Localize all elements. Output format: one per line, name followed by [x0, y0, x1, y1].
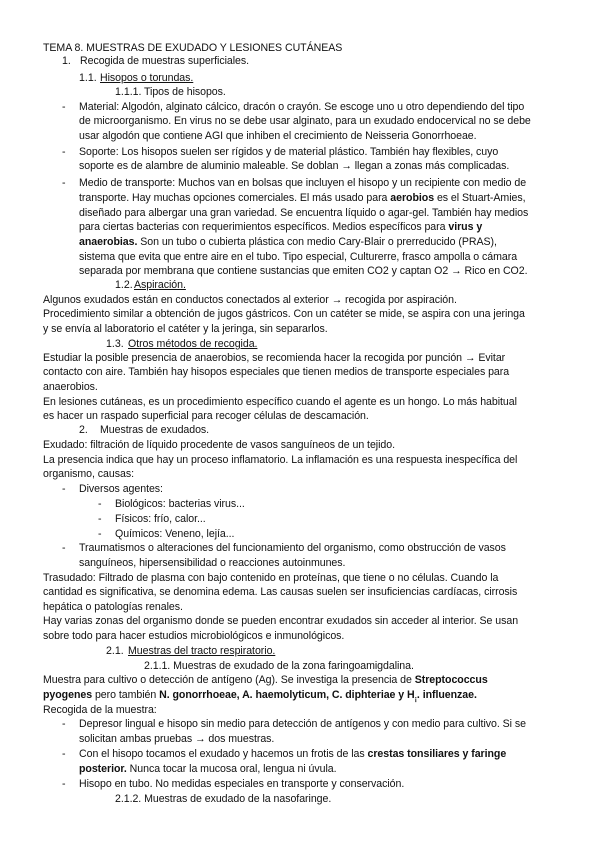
paragraph-line: Soporte: Los hisopos suelen ser rígidos y de material plástico. También hay flexibles, cuyo: [79, 146, 499, 158]
section-number: 1.: [62, 55, 71, 67]
bold-text: Streptococcus: [414, 674, 488, 686]
list-bullet: -: [62, 483, 66, 495]
paragraph-line: Material: Algodón, alginato cálcico, dracón o crayón. Se escoge uno u otro dependiendo del tipo: [79, 101, 525, 113]
list-bullet: -: [62, 748, 66, 760]
paragraph-line: diseñado para albergar una gran variedad. Se encuentra líquido o agar-gel. También hay medios: [79, 207, 529, 219]
subsubsection-heading: 2.1.1. Muestras de exudado de la zona faringoamigdalina.: [144, 660, 414, 672]
text-run: para ciertas bacterias con requerimientos específicos. Medios específicos para: [79, 221, 449, 233]
list-bullet: -: [98, 528, 102, 540]
text-run: Nunca tocar la mucosa oral, lengua ni úvula.: [126, 763, 337, 775]
list-bullet: -: [62, 146, 66, 158]
list-item: Químicos: Veneno, lejía...: [115, 528, 235, 540]
paragraph-line: Algunos exudados están en conductos conectados al exterior → recogida por aspiración.: [43, 294, 457, 306]
subsection-heading: Otros métodos de recogida.: [128, 338, 258, 350]
list-item: Físicos: frío, calor...: [115, 513, 206, 525]
paragraph-line: sobre todo para hacer estudios microbiológicos e inmunológicos.: [43, 630, 345, 642]
paragraph-line: Hisopo en tubo. No medidas especiales en transporte y conservación.: [79, 778, 405, 790]
subsubsection-heading: Tipos de hisopos.: [144, 86, 226, 98]
paragraph-line: cantidad es significativa, se denomina edema. Las causas suelen ser insuficiencias cardíacas, cirrosis: [43, 586, 518, 598]
bold-text: . influenzae.: [416, 689, 477, 701]
paragraph-line: Depresor lingual e hisopo sin medio para detección de antígenos y con medio para cultivo. Si se: [79, 718, 526, 730]
paragraph-line: Traumatismos o alteraciones del funcionamiento del organismo, como obstrucción de vasos: [79, 542, 506, 554]
list-bullet: -: [62, 718, 66, 730]
paragraph-line: Estudiar la posible presencia de anaerobios, se recomienda hacer la recogida por punción → Evitar: [43, 352, 506, 364]
subsection-number: 1.2.: [115, 279, 133, 291]
paragraph-line: Exudado: filtración de líquido procedente de vasos sanguíneos de un tejido.: [43, 439, 395, 451]
text-run: Muestra para cultivo o detección de antígeno (Ag). Se investiga la presencia de: [43, 674, 415, 686]
paragraph-line: En lesiones cutáneas, es un procedimiento específico cuando el agente es un hongo. Lo más habitual: [43, 396, 517, 408]
list-bullet: -: [62, 542, 66, 554]
paragraph-line: [79, 763, 337, 776]
paragraph-line: [79, 236, 497, 249]
subsection-heading: Hisopos o torundas.: [100, 72, 194, 84]
list-item: Biológicos: bacterias virus...: [115, 498, 245, 510]
list-bullet: -: [98, 498, 102, 510]
paragraph-line: Recogida de la muestra:: [43, 704, 157, 716]
paragraph-line: [79, 192, 525, 205]
paragraph-line: separada por membrana que contiene sustancias que emiten CO2 y captan O2 → Rico en CO2.: [79, 265, 528, 277]
paragraph-line: hepática o patologías renales.: [43, 601, 183, 613]
paragraph-line: [79, 221, 482, 234]
paragraph-line: sistema que evita que entre aire en el tubo. Tipo especial, Culturerre, frasco ampolla o cámara: [79, 251, 518, 263]
text-run: transporte. Hay muchas opciones comerciales. El más usado para: [79, 192, 391, 204]
paragraph-line: sanguíneos, hipersensibilidad o reacciones autoinmunes.: [79, 557, 346, 569]
paragraph-line: Procedimiento similar a obtención de jugos gástricos. Con un catéter se mide, se aspira con una jeringa: [43, 308, 525, 320]
paragraph-line: La presencia indica que hay un proceso inflamatorio. La inflamación es una respuesta inespecífica del: [43, 454, 518, 466]
paragraph-line: organismo, causas:: [43, 468, 134, 480]
subscript-text: ¡: [414, 696, 417, 704]
bold-text: crestas tonsiliares y faringe: [367, 748, 507, 760]
text-run: es el Stuart-Amies,: [434, 192, 526, 204]
paragraph-line: soporte es de alambre de aluminio maleable. Se doblan → llegan a zonas más complicadas.: [79, 160, 510, 172]
document-title: TEMA 8. MUESTRAS DE EXUDADO Y LESIONES CUTÁNEAS: [43, 42, 343, 54]
subsection-number: 1.1.: [79, 72, 97, 84]
list-bullet: -: [62, 101, 66, 113]
bold-text: anaerobias.: [79, 236, 138, 248]
paragraph-line: usar algodón que contiene AGI que inhiben el crecimiento de Neisseria Gonorrhoeae.: [79, 130, 477, 142]
list-bullet: -: [62, 177, 66, 189]
section-heading: Muestras de exudados.: [100, 424, 210, 436]
text-run: Son un tubo o cubierta plástica con medio Cary-Blair o prerreducido (PRAS),: [137, 236, 497, 248]
paragraph-line: es hacer un raspado superficial para recoger células de descamación.: [43, 410, 369, 422]
paragraph-line: anaerobios.: [43, 381, 98, 393]
subsubsection-heading: 2.1.2. Muestras de exudado de la nasofaringe.: [115, 793, 332, 805]
bold-text: N. gonorrhoeae, A. haemolyticum, C. diphteriae y H: [159, 689, 415, 701]
subsubsection-number: 1.1.1.: [115, 86, 142, 98]
bold-text: aerobios: [390, 192, 435, 204]
text-run: pero también: [92, 689, 160, 701]
subsection-number: 1.3.: [106, 338, 124, 350]
list-bullet: -: [62, 778, 66, 790]
paragraph-line: [43, 674, 488, 687]
bold-text: virus y: [448, 221, 483, 233]
paragraph-line: solicitan ambas pruebas → dos muestras.: [79, 733, 275, 745]
paragraph-line: contacto con aire. También hay hisopos especiales que tienen medios de transporte especiales para: [43, 366, 510, 378]
list-item: Diversos agentes:: [79, 483, 163, 495]
bold-text: posterior.: [79, 763, 127, 775]
paragraph-line: Trasudado: Filtrado de plasma con bajo contenido en proteínas, que tiene o no células. Cuando la: [43, 572, 499, 584]
bold-text: pyogenes: [43, 689, 93, 701]
list-bullet: -: [98, 513, 102, 525]
subsection-heading: Muestras del tracto respiratorio.: [128, 645, 276, 657]
section-heading: Recogida de muestras superficiales.: [80, 55, 250, 67]
text-run: Con el hisopo tocamos el exudado y hacemos un frotis de las: [79, 748, 368, 760]
subsection-heading: Aspiración.: [134, 279, 186, 291]
paragraph-line: de microorganismo. En virus no se debe usar alginato, para un exudado endocervical no se debe: [79, 115, 531, 127]
paragraph-line: Hay varias zonas del organismo donde se pueden encontrar exudados sin acceder al interior. Se usan: [43, 615, 519, 627]
paragraph-line: y se envía al laboratorio el catéter y la jeringa, sin separarlos.: [43, 323, 328, 335]
subsection-number: 2.1.: [106, 645, 124, 657]
section-number: 2.: [79, 424, 88, 436]
paragraph-line: [79, 748, 506, 761]
paragraph-line: Medio de transporte: Muchos van en bolsas que incluyen el hisopo y un recipiente con medio de: [79, 177, 527, 189]
